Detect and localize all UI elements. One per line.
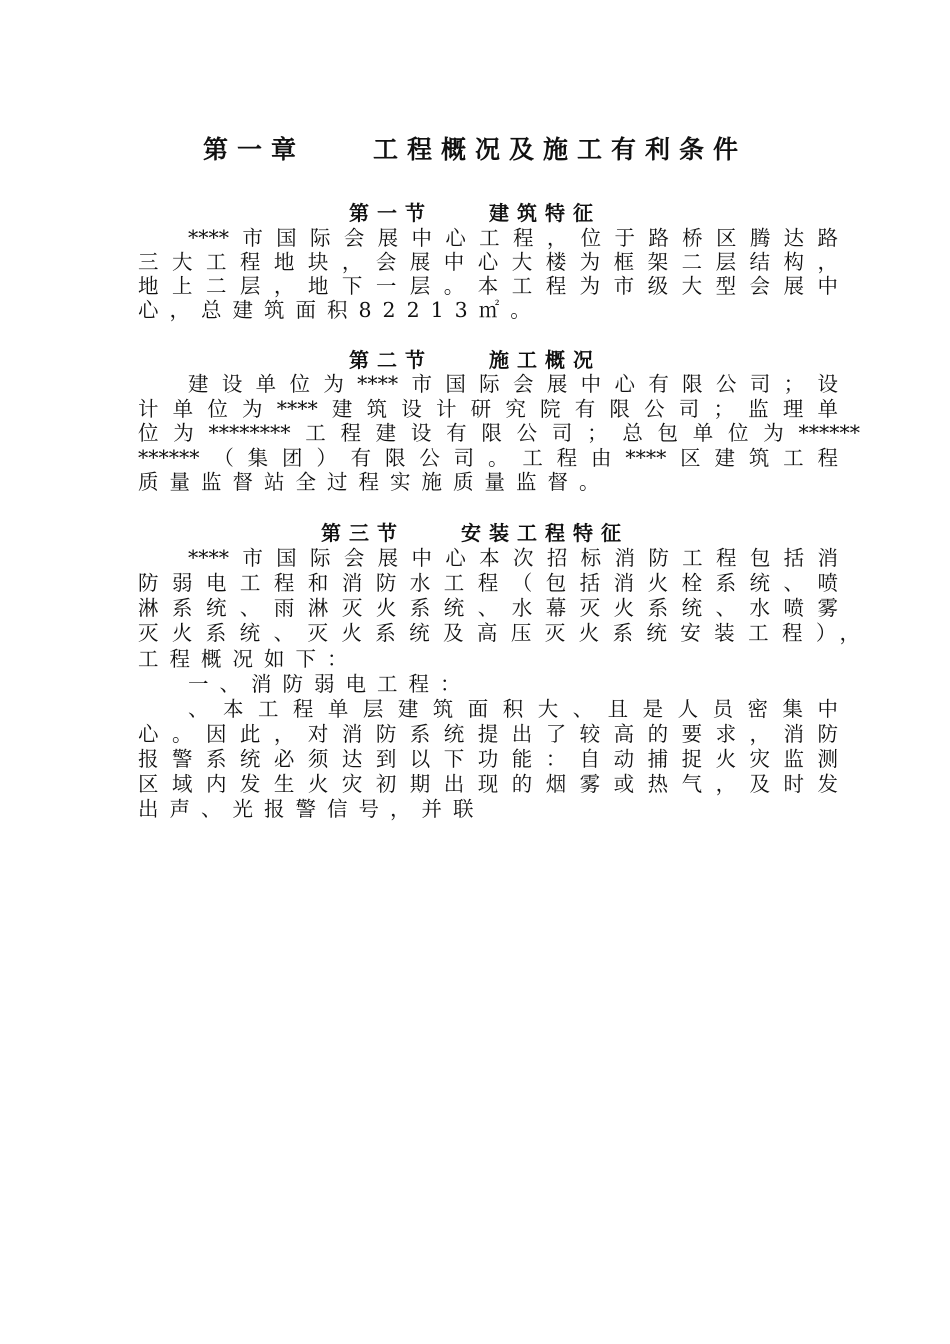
paragraph-line: 报警系统必须达到以下功能：自动捕捉火灾监测: [138, 747, 838, 771]
paragraph-line: ******（集团）有限公司。工程由****区建筑工程: [138, 446, 838, 470]
paragraph-line: ****市国际会展中心工程，位于路桥区腾达路: [188, 226, 838, 250]
paragraph-line: 质量监督站全过程实施质量监督。: [138, 470, 611, 494]
paragraph-line: 位为********工程建设有限公司；总包单位为******: [138, 421, 860, 445]
paragraph-line: 三大工程地块，会展中心大楼为框架二层结构，: [138, 250, 838, 274]
paragraph-line: 心，总建筑面积82213㎡。: [138, 298, 542, 322]
paragraph-line: 心。因此，对消防系统提出了较高的要求，消防: [138, 722, 838, 746]
paragraph-line: 灭火系统、灭火系统及高压灭火系统安装工程），: [138, 621, 860, 645]
paragraph-line: 出声、光报警信号，并联: [138, 797, 485, 821]
paragraph-line: ****市国际会展中心本次招标消防工程包括消: [188, 546, 838, 570]
paragraph-line: 计单位为****建筑设计研究院有限公司；监理单: [138, 397, 838, 421]
paragraph-line: 、本工程单层建筑面积大、且是人员密集中: [188, 697, 838, 721]
section-title-2: 第二节 施工概况: [349, 348, 601, 372]
paragraph-line: 地上二层，地下一层。本工程为市级大型会展中: [138, 274, 838, 298]
paragraph-line: 区域内发生火灾初期出现的烟雾或热气，及时发: [138, 772, 838, 796]
paragraph-line: 工程概况如下：: [138, 647, 359, 671]
subheading-line: 一、消防弱电工程：: [188, 672, 472, 696]
section-title-1: 第一节 建筑特征: [349, 201, 601, 225]
paragraph-line: 建设单位为****市国际会展中心有限公司；设: [188, 372, 838, 396]
paragraph-line: 淋系统、雨淋灭火系统、水幕灭火系统、水喷雾: [138, 596, 838, 620]
section-title-3: 第三节 安装工程特征: [321, 521, 629, 545]
chapter-title: 第一章 工程概况及施工有利条件: [202, 135, 747, 164]
paragraph-line: 防弱电工程和消防水工程（包括消火栓系统、喷: [138, 571, 838, 595]
